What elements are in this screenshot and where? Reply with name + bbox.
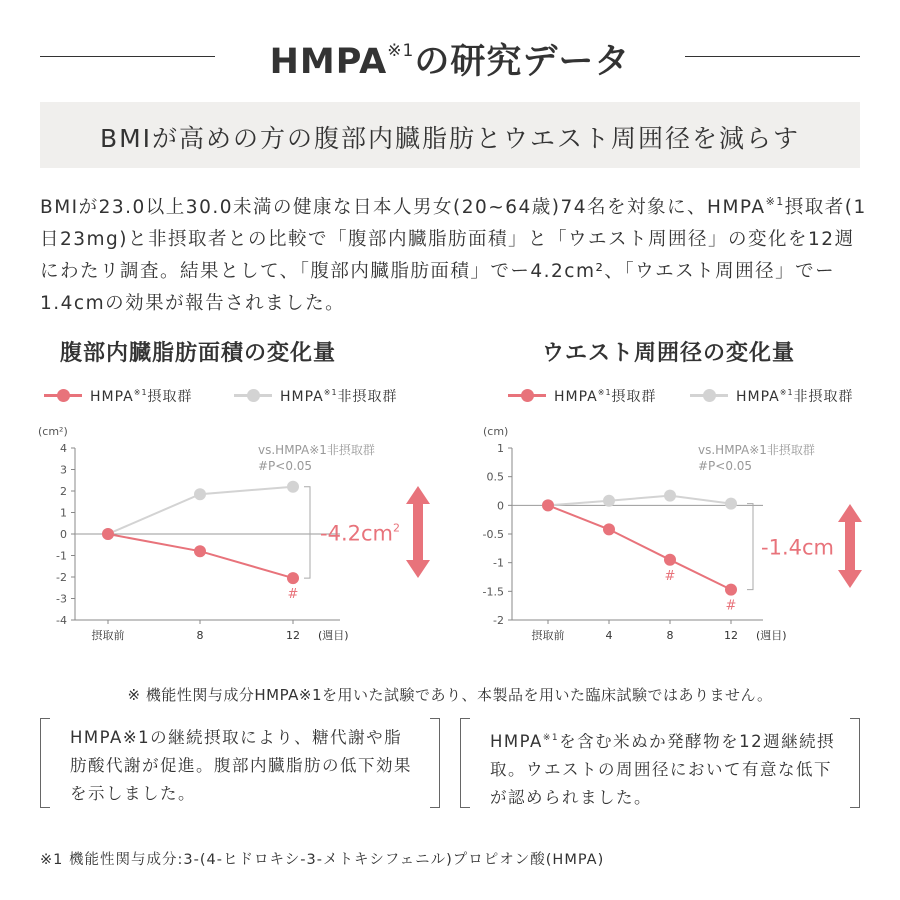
y-unit-label: (cm) xyxy=(483,425,509,438)
title-main: HMPA xyxy=(269,42,388,82)
y-tick-label: -4 xyxy=(56,614,67,627)
bracket-right xyxy=(850,718,860,808)
y-tick-label: -1 xyxy=(56,549,67,563)
legend-label xyxy=(554,386,657,406)
bracket-right xyxy=(430,718,440,808)
data-point-treatment xyxy=(603,523,615,535)
chart2-waist xyxy=(478,420,888,650)
y-tick-label: 0.5 xyxy=(486,470,504,484)
difference-value xyxy=(320,521,400,545)
y-tick-label: -1 xyxy=(493,556,504,570)
footnote: ※1 機能性関与成分:3-(4-ヒドロキシ-3-メトキシフェニル)プロピオン酸(HMPA) xyxy=(40,852,605,868)
double-arrow-icon xyxy=(838,504,862,588)
data-point-treatment xyxy=(542,499,554,511)
data-point-control xyxy=(287,481,299,493)
y-tick-label: -3 xyxy=(56,592,67,606)
headline-banner xyxy=(40,102,860,168)
chart2-legend xyxy=(508,384,868,406)
legend-main: HMPA xyxy=(90,389,134,405)
significance-pvalue: #P<0.05 xyxy=(258,459,313,473)
y-tick-label: 3 xyxy=(60,463,67,477)
legend-main: HMPA xyxy=(736,389,780,405)
data-point-treatment xyxy=(725,584,737,596)
desc-part1: BMIが23.0以上30.0未満の健康な日本人男女(20~64歳)74名を対象に、HMPA xyxy=(40,197,766,218)
data-point-control xyxy=(194,488,206,500)
legend-rest: 摂取群 xyxy=(611,389,657,405)
data-point-control xyxy=(664,490,676,502)
legend-sup: ※1 xyxy=(323,388,338,397)
x-tick-label: 4 xyxy=(605,629,613,642)
double-arrow-icon xyxy=(406,486,430,578)
x-tick-label: 摂取前 xyxy=(531,629,565,642)
significance-label: vs.HMPA※1非摂取群 xyxy=(698,443,815,457)
data-point-control xyxy=(603,495,615,507)
x-unit-label: (週目) xyxy=(318,629,349,642)
legend-sup: ※1 xyxy=(597,388,612,397)
bracket-left xyxy=(460,718,470,808)
difference-value-sup: 2 xyxy=(392,521,400,535)
title-divider-right xyxy=(685,56,860,57)
legend-dot xyxy=(703,389,716,402)
chart1-visceral-fat xyxy=(30,420,450,650)
legend-main: HMPA xyxy=(554,389,598,405)
y-tick-label: 4 xyxy=(60,442,67,455)
difference-value-main: -4.2cm xyxy=(320,521,393,546)
summary-right-sup: ※1 xyxy=(542,733,560,743)
legend-rest: 摂取群 xyxy=(147,389,193,405)
desc-sup: ※1 xyxy=(765,195,785,208)
legend-dot xyxy=(57,389,70,402)
legend-rest: 非摂取群 xyxy=(793,389,854,405)
significance-marker: # xyxy=(287,587,299,603)
summary-right-rest: を含む米ぬか発酵物を12週継続摂取。ウエストの周囲径において有意な低下が認められました。 xyxy=(490,732,836,807)
x-tick-label: 12 xyxy=(724,629,738,642)
y-tick-label: 0 xyxy=(60,528,67,541)
x-tick-label: 12 xyxy=(286,629,300,642)
significance-marker: # xyxy=(725,598,737,614)
page-title xyxy=(40,34,860,84)
y-tick-label: 1 xyxy=(60,506,67,520)
difference-bracket xyxy=(304,487,310,578)
summary-box-right xyxy=(460,718,860,808)
title-sup: ※1 xyxy=(387,41,415,61)
summary-right-main: HMPA xyxy=(490,732,543,751)
chart1-legend xyxy=(44,384,404,406)
legend-label xyxy=(736,386,854,406)
legend-label xyxy=(280,386,398,406)
summary-right-text xyxy=(490,724,840,812)
summary-left-text: HMPA※1の継続摂取により、糖代謝や脂肪酸代謝が促進。腹部内臓脂肪の低下効果を示しました。 xyxy=(70,728,412,803)
summary-box-left xyxy=(40,718,440,808)
legend-main: HMPA xyxy=(280,389,324,405)
y-tick-label: 2 xyxy=(60,485,67,498)
difference-value xyxy=(761,536,834,560)
y-tick-label: -2 xyxy=(56,571,67,584)
x-tick-label: 8 xyxy=(666,629,674,642)
bracket-left xyxy=(40,718,50,808)
series-line-treatment xyxy=(548,505,731,589)
data-point-treatment xyxy=(287,572,299,584)
significance-label: vs.HMPA※1非摂取群 xyxy=(258,443,375,457)
legend-sup: ※1 xyxy=(779,388,794,397)
x-unit-label: (週目) xyxy=(756,629,787,642)
desc-part2: 摂取者(1日23mg)と非摂取者との比較で「腹部内臓脂肪面積」と「ウエスト周囲径」の変化を12週にわたリ調査。結果として、「腹部内臓脂肪面積」でー4.2cm²、「ウエスト周囲径」でー1.4cmの効果が報告されました。 xyxy=(40,197,867,314)
data-point-treatment xyxy=(194,545,206,557)
y-unit-label: (cm²) xyxy=(38,425,68,438)
x-tick-label: 8 xyxy=(196,629,204,642)
y-tick-label: 0 xyxy=(497,499,504,513)
legend-dot xyxy=(521,389,534,402)
headline-text: BMIが高めの方の腹部内臓脂肪とウエスト周囲径を減らす xyxy=(99,124,801,153)
legend-sup: ※1 xyxy=(133,388,148,397)
data-point-treatment xyxy=(664,554,676,566)
title-rest: の研究データ xyxy=(414,42,631,82)
series-line-control xyxy=(548,496,731,506)
difference-bracket xyxy=(747,504,753,590)
y-tick-label: -1.5 xyxy=(482,585,504,599)
difference-value-main: -1.4cm xyxy=(761,535,834,560)
y-tick-label: 1 xyxy=(497,442,504,455)
significance-pvalue: #P<0.05 xyxy=(698,459,753,473)
y-tick-label: -2 xyxy=(493,614,504,627)
significance-marker: # xyxy=(664,568,676,584)
chart2-title: ウエスト周囲径の変化量 xyxy=(542,341,796,366)
study-description xyxy=(40,186,870,320)
disclaimer-note: ※ 機能性関与成分HMPA※1を用いた試験であり、本製品を用いた臨床試験ではありません。 xyxy=(127,686,773,704)
legend-dot xyxy=(247,389,260,402)
legend-label xyxy=(90,386,193,406)
chart1-title: 腹部内臓脂肪面積の変化量 xyxy=(60,341,337,366)
section-title xyxy=(40,30,860,82)
data-point-control xyxy=(725,498,737,510)
legend-rest: 非摂取群 xyxy=(337,389,398,405)
data-point-treatment xyxy=(102,528,114,540)
x-tick-label: 摂取前 xyxy=(91,629,125,642)
y-tick-label: -0.5 xyxy=(482,528,504,541)
